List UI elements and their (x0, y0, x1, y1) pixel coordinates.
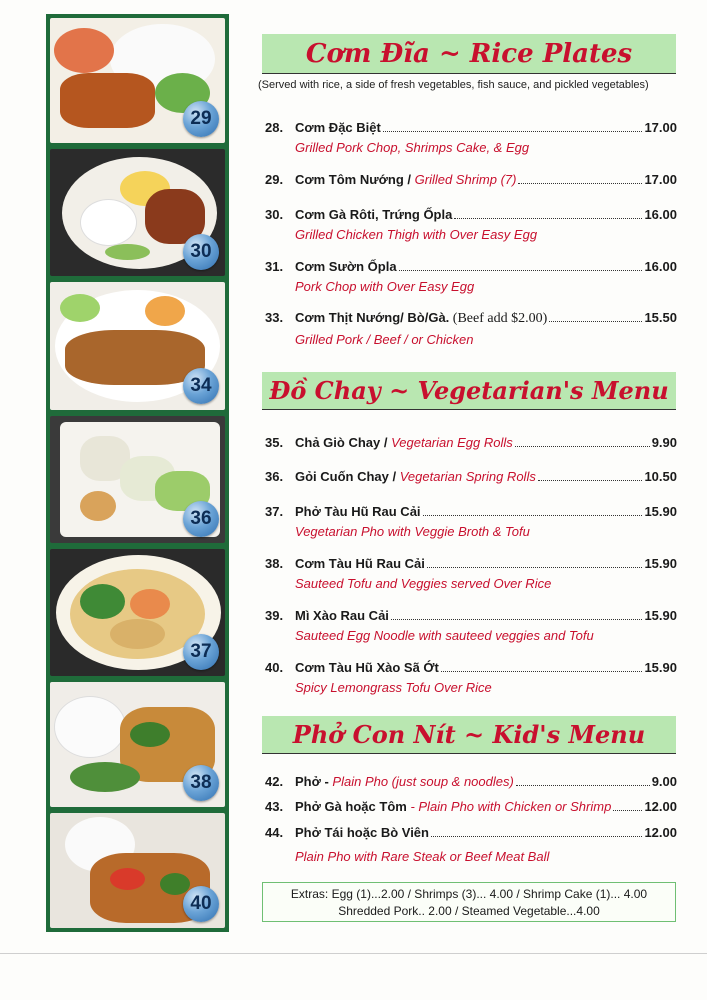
lemongrass-tofu-rice-photo (50, 813, 225, 928)
item-number-badge: 36 (183, 501, 219, 537)
item-description: Grilled Pork / Beef / or Chicken (295, 332, 474, 347)
section-title-vegetarian: Đồ Chay ~ Vegetarian's Menu (262, 372, 676, 410)
chicken-egg-rice-plate-photo (50, 149, 225, 276)
menu-item[interactable] (265, 172, 677, 187)
item-english-name: - Plain Pho with Chicken or Shrimp (406, 799, 612, 814)
item-number: 44. (265, 825, 284, 840)
menu-item[interactable] (265, 469, 677, 484)
menu-item[interactable] (265, 799, 677, 814)
item-name: Phở Gà hoặc Tôm (295, 799, 407, 814)
item-number-badge: 38 (183, 765, 219, 801)
menu-item[interactable] (265, 259, 677, 294)
item-name: Cơm Tàu Hũ Rau Cải (295, 556, 425, 571)
item-number: 31. (265, 259, 284, 274)
item-description: Sauteed Egg Noodle with sauteed veggies and Tofu (295, 628, 594, 643)
extras-line-1: Extras: Egg (1)...2.00 / Shrimps (3)... 4.00 / Shrimp Cake (1)... 4.00 (290, 887, 648, 901)
item-english-name: Grilled Shrimp (7) (414, 172, 517, 187)
item-extra-note: (Beef add $2.00) (449, 311, 548, 326)
item-description: Plain Pho with Rare Steak or Beef Meat Ball (295, 849, 550, 864)
item-price: 15.50 (644, 310, 677, 325)
photo-column (46, 14, 229, 932)
item-number: 36. (265, 469, 284, 484)
item-name: Gỏi Cuốn Chay / (295, 469, 400, 484)
item-price: 15.90 (644, 504, 677, 519)
extras-box (262, 882, 676, 922)
pork-chop-plate-photo (50, 282, 225, 410)
item-price: 15.90 (644, 660, 677, 675)
item-number: 42. (265, 774, 284, 789)
item-price: 15.90 (644, 556, 677, 571)
menu-item[interactable] (265, 207, 677, 242)
item-number: 43. (265, 799, 284, 814)
item-name: Cơm Tàu Hũ Xào Sã Ớt (295, 660, 439, 675)
item-description: Grilled Chicken Thigh with Over Easy Egg (295, 227, 538, 242)
item-number-badge: 37 (183, 634, 219, 670)
item-number: 35. (265, 435, 284, 450)
item-name: Cơm Thịt Nướng/ Bò/Gà. (295, 310, 450, 325)
item-number: 38. (265, 556, 284, 571)
item-name: Cơm Đặc Biệt (295, 120, 381, 135)
menu-item[interactable] (265, 660, 677, 695)
item-number: 33. (265, 310, 284, 325)
menu-item[interactable] (265, 556, 677, 591)
item-number: 39. (265, 608, 284, 623)
menu-item[interactable] (265, 774, 677, 789)
item-description: Sauteed Tofu and Veggies served Over Rice (295, 576, 552, 591)
item-price: 10.50 (644, 469, 677, 484)
menu-item[interactable] (265, 310, 677, 347)
item-price: 9.90 (651, 435, 677, 450)
item-price: 16.00 (644, 259, 677, 274)
item-number-badge: 29 (183, 101, 219, 137)
spring-rolls-photo (50, 416, 225, 543)
tofu-veggie-rice-photo (50, 682, 225, 807)
item-english-name: Vegetarian Spring Rolls (399, 469, 536, 484)
item-number-badge: 34 (183, 368, 219, 404)
menu-item[interactable] (265, 435, 677, 450)
item-number: 40. (265, 660, 284, 675)
item-english-name: Plain Pho (just soup & noodles) (332, 774, 514, 789)
menu-item[interactable] (265, 608, 677, 643)
item-english-name: Vegetarian Egg Rolls (391, 435, 513, 450)
item-number-badge: 30 (183, 234, 219, 270)
item-number: 30. (265, 207, 284, 222)
section-title-rice-plates: Cơm Đĩa ~ Rice Plates (262, 34, 676, 74)
item-price: 12.00 (644, 825, 677, 840)
item-number: 37. (265, 504, 284, 519)
item-name: Phở Tái hoặc Bò Viên (295, 825, 429, 840)
item-name: Mì Xào Rau Cải (295, 608, 389, 623)
item-price: 16.00 (644, 207, 677, 222)
item-price: 12.00 (644, 799, 677, 814)
menu-item[interactable] (265, 504, 677, 539)
item-price: 17.00 (644, 120, 677, 135)
item-name: Phở - (295, 774, 333, 789)
item-name: Chả Giò Chay / (295, 435, 392, 450)
grilled-shrimp-rice-plate-photo (50, 18, 225, 143)
item-number: 29. (265, 172, 284, 187)
item-description: Pork Chop with Over Easy Egg (295, 279, 475, 294)
item-price: 9.00 (651, 774, 677, 789)
item-description: Vegetarian Pho with Veggie Broth & Tofu (295, 524, 530, 539)
item-price: 17.00 (644, 172, 677, 187)
menu-item[interactable] (265, 825, 677, 864)
item-description: Grilled Pork Chop, Shrimps Cake, & Egg (295, 140, 530, 155)
section-title-kids-menu: Phở Con Nít ~ Kid's Menu (262, 716, 676, 754)
item-name: Cơm Sườn Ốpla (295, 259, 397, 274)
item-description: Spicy Lemongrass Tofu Over Rice (295, 680, 492, 695)
tofu-pho-bowl-photo (50, 549, 225, 676)
menu-item[interactable] (265, 120, 677, 155)
served-with-note: (Served with rice, a side of fresh vegetables, fish sauce, and pickled vegetables) (258, 79, 649, 91)
item-price: 15.90 (644, 608, 677, 623)
page-bottom-rule (0, 953, 707, 954)
item-number-badge: 40 (183, 886, 219, 922)
extras-line-2: Shredded Pork.. 2.00 / Steamed Vegetable...4.00 (338, 904, 600, 918)
item-name: Phở Tàu Hũ Rau Cải (295, 504, 421, 519)
item-name: Cơm Gà Rôti, Trứng Ốpla (295, 207, 453, 222)
item-number: 28. (265, 120, 284, 135)
item-name: Cơm Tôm Nướng / (295, 172, 415, 187)
